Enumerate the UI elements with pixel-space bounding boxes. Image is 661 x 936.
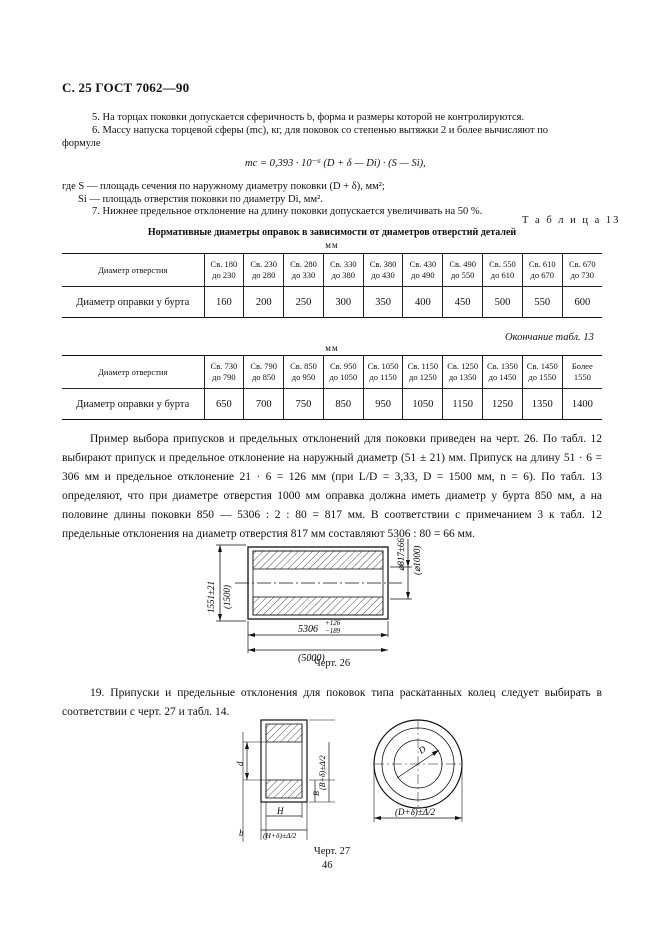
fig27-label-H: H (277, 806, 284, 816)
lower-wall-hatch (253, 597, 383, 615)
fig27-label-b: b (239, 828, 244, 838)
table-cell: 650 (204, 389, 244, 420)
table-13b-row-label: Диаметр оправки у бурта (62, 389, 204, 420)
table-cell: 400 (403, 287, 443, 318)
table-13b-col: Св. 950 до 1050 (323, 356, 363, 389)
fig27-label-d: d (235, 761, 245, 766)
table-13-header-row (62, 254, 602, 287)
table-13-continuation (62, 355, 602, 420)
table-cell: 1250 (483, 389, 523, 420)
table-13-header-label: Диаметр отверстия (62, 254, 204, 287)
table-13b-header-row (62, 356, 602, 389)
table-13b-header-label: Диаметр отверстия (62, 356, 204, 389)
paragraph-7: 7. Нижнее предельное отклонение на длину поковки допускается увеличивать на 50 %. (92, 206, 483, 217)
paragraph-5: 5. На торцах поковки допускается сферичность b, форма и размеры которой не контролируются. (92, 112, 525, 123)
table-13-col: Св. 610 до 670 (522, 254, 562, 287)
ring-lower-hatch (266, 780, 302, 798)
table-cell: 950 (363, 389, 403, 420)
table-cell: 750 (284, 389, 324, 420)
table-13-col: Св. 330 до 380 (323, 254, 363, 287)
fig27-label-HdD: (H+δ)±Δ/2 (263, 831, 297, 840)
table-unit: мм (325, 240, 339, 250)
table-13-row-label: Диаметр оправки у бурта (62, 287, 204, 318)
table-13b-col: Св. 730 до 790 (204, 356, 244, 389)
table-13-col: Св. 230 до 280 (244, 254, 284, 287)
table-cell: 500 (483, 287, 523, 318)
table-cell: 600 (562, 287, 602, 318)
paragraph-6: 6. Массу напуска торцевой сферы (mc), кг, для поковок со степенью вытяжки 2 и более вычисляют по (92, 125, 549, 136)
table-13b-col: Св. 1450 до 1550 (522, 356, 562, 389)
example-paragraph: Пример выбора припусков и предельных отклонений для поковки приведен на черт. 26. По табл. 12 выбирают припуск и предельное отклонение на наружный диаметр (51 ± 21) мм. Припуск на длину 51 · 6 = 306 мм и предельное отклонение 21 · 6 = 126 мм (при L/D = 3,33, D = 1500 мм, n = 6). По табл. 13 определяют, что при диаметре отверстия 1000 мм оправка должна иметь диаметр у бурта 850 мм, а на половине длины поковки 850 — 5306 : 2 : 80 = 817 мм. В соответствии с примечанием 3 к табл. 12 предельные отклонения на диаметр отверстия 817 мм составляют 5306 : 80 = 66 мм. (62, 433, 602, 540)
fig27-label-BdD: (B+δ)±Δ/2 (318, 755, 327, 790)
table-cell: 1350 (522, 389, 562, 420)
fig26-dim-left: 1551±21 (206, 581, 216, 613)
page-header: С. 25 ГОСТ 7062—90 (62, 80, 190, 95)
figure-27 (225, 712, 485, 852)
table-13b-value-row (62, 389, 602, 420)
table-continuation: Окончание табл. 13 (505, 332, 594, 343)
table-13b-col: Св. 1350 до 1450 (483, 356, 523, 389)
table-13-col: Св. 380 до 430 (363, 254, 403, 287)
table-13-col: Св. 670 до 730 (562, 254, 602, 287)
table-cell: 550 (522, 287, 562, 318)
table-13-col: Св. 280 до 330 (284, 254, 324, 287)
fig27-label-B: B (312, 791, 321, 796)
table-13-col: Св. 430 до 490 (403, 254, 443, 287)
fig26-dim-bottom-lower: −189 (325, 627, 341, 635)
page-number: 46 (322, 860, 333, 871)
table-caption: Т а б л и ц а 13 (522, 215, 621, 226)
paragraph-19: 19. Припуски и предельные отклонения для поковок типа раскатанных колец следует выбирать в соответствии с черт. 27 и табл. 14. (62, 687, 602, 718)
table-cell: 160 (204, 287, 244, 318)
figure-26-caption: Черт. 26 (313, 658, 351, 669)
table-cell: 450 (443, 287, 483, 318)
fig26-dim-right-nominal: (⌀1000) (412, 545, 422, 575)
table-13b-col: Св. 1250 до 1350 (443, 356, 483, 389)
figure-27-caption: Черт. 27 (313, 846, 351, 857)
table-cell: 350 (363, 287, 403, 318)
table-13b-col: Св. 790 до 850 (244, 356, 284, 389)
table-unit-2: мм (325, 343, 339, 353)
table-13-col: Св. 180 до 230 (204, 254, 244, 287)
table-13-value-row (62, 287, 602, 318)
fig27-label-DdD: (D+δ)±Δ/2 (395, 807, 435, 817)
table-cell: 1400 (562, 389, 602, 420)
fig26-dim-bottom-nominal: (5000) (298, 653, 325, 664)
table-cell: 1150 (443, 389, 483, 420)
table-title: Нормативные диаметры оправок в зависимости от диаметров отверстий деталей (147, 227, 517, 238)
figure-26 (180, 535, 460, 665)
table-13-col: Св. 550 до 610 (483, 254, 523, 287)
ring-upper-hatch (266, 724, 302, 742)
table-13b-col: Более 1550 (562, 356, 602, 389)
table-cell: 700 (244, 389, 284, 420)
where-line-2: Si — площадь отверстия поковки по диаметру Di, мм². (78, 194, 323, 205)
table-cell: 250 (284, 287, 324, 318)
fig26-dim-left-nominal: (1500) (222, 585, 232, 609)
table-13-col: Св. 490 до 550 (443, 254, 483, 287)
table-cell: 300 (323, 287, 363, 318)
table-13b-col: Св. 850 до 950 (284, 356, 324, 389)
paragraph-6-cont: формуле (62, 138, 101, 149)
table-13 (62, 253, 602, 318)
table-cell: 850 (323, 389, 363, 420)
fig27-label-D: D (416, 743, 428, 756)
table-13b-col: Св. 1150 до 1250 (403, 356, 443, 389)
fig26-dim-bottom: 5306 (298, 624, 318, 635)
fig26-dim-right: ⌀817±66 (396, 538, 406, 571)
where-line-1: где S — площадь сечения по наружному диаметру поковки (D + δ), мм²; (62, 181, 385, 192)
fig26-dim-bottom-upper: +126 (325, 619, 341, 627)
table-cell: 200 (244, 287, 284, 318)
formula: mc = 0,393 · 10⁻⁶ (D + δ — Di) · (S — Si), (245, 158, 426, 169)
upper-wall-hatch (253, 551, 383, 569)
table-13b-col: Св. 1050 до 1150 (363, 356, 403, 389)
table-cell: 1050 (403, 389, 443, 420)
